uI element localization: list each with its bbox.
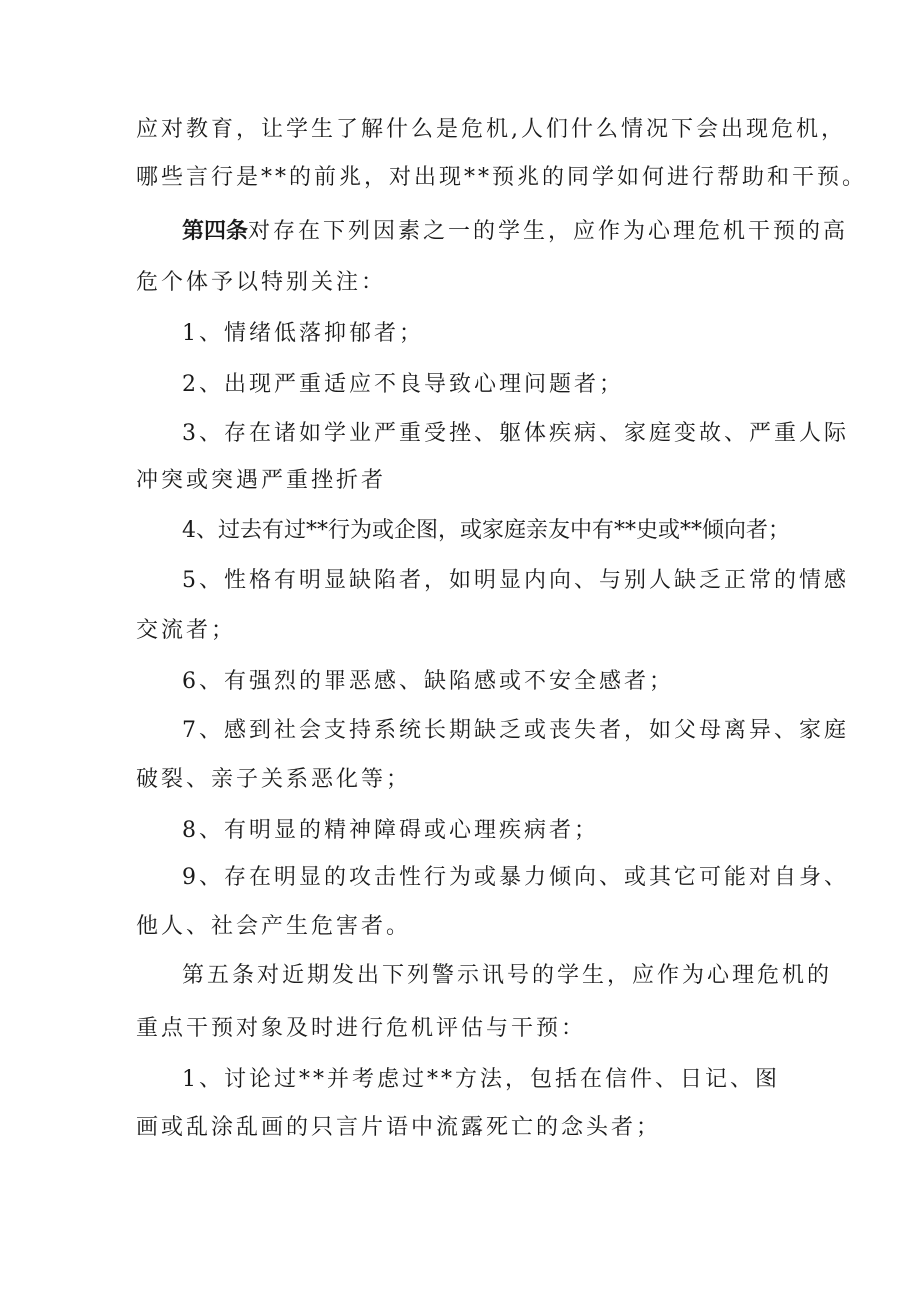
list-item-continuation: 画或乱涂乱画的只言片语中流露死亡的念头者；	[136, 1115, 662, 1140]
list-item: 2、出现严重适应不良导致心理问题者；	[182, 372, 624, 397]
list-item-continuation: 冲突或突遇严重挫折者	[136, 468, 387, 493]
list-item: 1、讨论过**并考虑过**方法，包括在信件、日记、图	[182, 1067, 780, 1092]
list-item: 4、过去有过**行为或企图，或家庭亲友中有**史或**倾向者；	[182, 518, 790, 543]
article-4-label: 第四条	[182, 218, 249, 244]
paragraph-line: 应对教育，让学生了解什么是危机,人们什么情况下会出现危机，	[136, 117, 846, 142]
list-item-continuation: 交流者；	[136, 618, 237, 643]
list-item: 6、有强烈的罪恶感、缺陷感或不安全感者；	[182, 669, 674, 694]
list-item: 5、性格有明显缺陷者，如明显内向、与别人缺乏正常的情感	[182, 568, 849, 593]
list-item: 9、存在明显的攻击性行为或暴力倾向、或其它可能对自身、	[182, 865, 849, 890]
paragraph-line: 哪些言行是**的前兆，对出现**预兆的同学如何进行帮助和干预。	[136, 165, 868, 190]
paragraph-line: 危个体予以特别关注：	[136, 270, 387, 295]
article-4-text: 对存在下列因素之一的学生，应作为心理危机干预的高	[248, 219, 849, 244]
list-item-continuation: 破裂、亲子关系恶化等；	[136, 767, 412, 792]
paragraph-line: 重点干预对象及时进行危机评估与干预：	[136, 1016, 587, 1041]
article-4-heading-line	[182, 217, 848, 246]
list-item: 1、情绪低落抑郁者；	[182, 321, 424, 346]
list-item: 3、存在诸如学业严重受挫、躯体疾病、家庭变故、严重人际	[182, 421, 849, 446]
article-5-heading-line: 第五条对近期发出下列警示讯号的学生，应作为心理危机的	[182, 963, 833, 988]
list-item: 8、有明显的精神障碍或心理疾病者；	[182, 818, 599, 843]
list-item-continuation: 他人、社会产生危害者。	[136, 914, 412, 939]
list-item: 7、感到社会支持系统长期缺乏或丧失者，如父母离异、家庭	[182, 718, 849, 743]
